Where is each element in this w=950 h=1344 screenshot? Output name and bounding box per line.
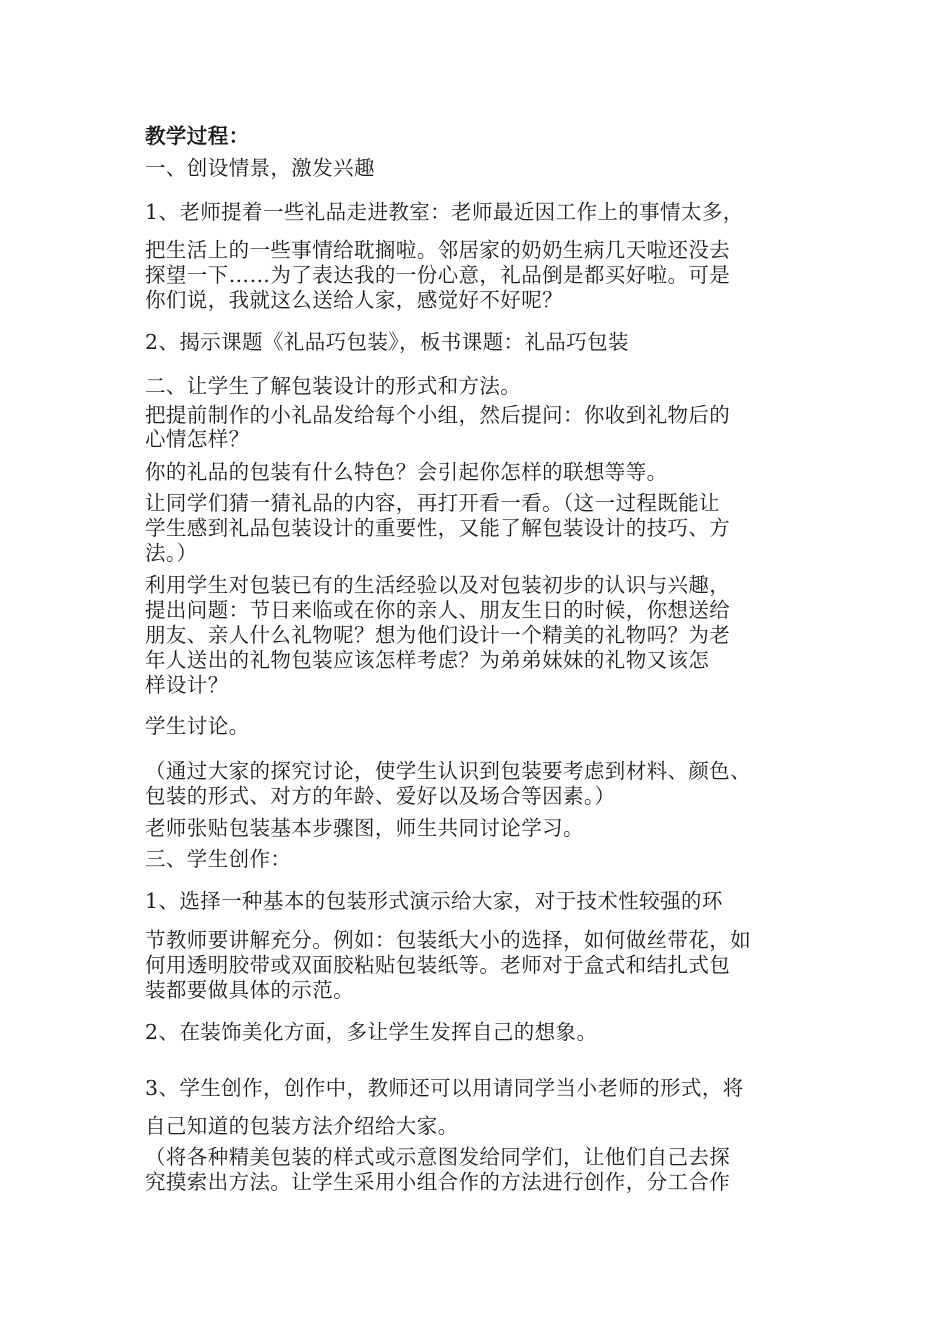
paragraph-line: 何用透明胶带或双面胶粘贴包装纸等。老师对于盒式和结扎式包 (145, 953, 731, 977)
paragraph-line: 装都要做具体的示范。 (145, 978, 354, 1002)
paragraph-line: 把生活上的一些事情给耽搁啦。邻居家的奶奶生病几天啦还没去 (145, 238, 731, 262)
paragraph-line: 法。） (145, 541, 198, 565)
paragraph-line: 学生讨论。 (145, 714, 250, 738)
section-heading: 教学过程： (145, 124, 250, 148)
paragraph-line: 三、学生创作： (145, 847, 292, 871)
paragraph-line: 样设计？ (145, 673, 229, 697)
paragraph-line: （通过大家的探究讨论，使学生认识到包装要考虑到材料、颜色、 (145, 759, 752, 783)
paragraph-line: 朋友、亲人什么礼物呢？想为他们设计一个精美的礼物吗？为老 (145, 623, 731, 647)
paragraph-line: 2、在装饰美化方面，多让学生发挥自己的想象。 (145, 1020, 598, 1044)
paragraph-line: （将各种精美包装的样式或示意图发给同学们，让他们自己去探 (145, 1145, 731, 1169)
paragraph-line: 心情怎样？ (145, 427, 250, 451)
paragraph-line: 让同学们猜一猜礼品的内容，再打开看一看。（这一过程既能让 (145, 491, 720, 515)
paragraph-line: 探望一下……为了表达我的一份心意，礼品倒是都买好啦。可是 (145, 263, 731, 287)
paragraph-line: 你们说，我就这么送给人家，感觉好不好呢？ (145, 288, 563, 312)
paragraph-line: 究摸索出方法。让学生采用小组合作的方法进行创作，分工合作 (145, 1170, 731, 1194)
paragraph-line: 自己知道的包装方法介绍给大家。 (145, 1114, 459, 1138)
paragraph-line: 1、老师提着一些礼品走进教室：老师最近因工作上的事情太多， (145, 200, 744, 224)
paragraph-line: 包装的形式、对方的年龄、爱好以及场合等因素。） (145, 784, 616, 808)
paragraph-line: 一、创设情景，激发兴趣 (145, 156, 375, 180)
paragraph-line: 1、选择一种基本的包装形式演示给大家，对于技术性较强的环 (145, 889, 723, 913)
paragraph-line: 二、让学生了解包装设计的形式和方法。 (145, 374, 522, 398)
paragraph-line: 老师张贴包装基本步骤图，师生共同讨论学习。 (145, 816, 584, 840)
paragraph-line: 节教师要讲解充分。例如：包装纸大小的选择，如何做丝带花，如 (145, 928, 752, 952)
paragraph-line: 提出问题：节日来临或在你的亲人、朋友生日的时候，你想送给 (145, 598, 731, 622)
paragraph-line: 把提前制作的小礼品发给每个小组，然后提问：你收到礼物后的 (145, 403, 731, 427)
paragraph-line: 3、学生创作，创作中，教师还可以用请同学当小老师的形式，将 (145, 1076, 744, 1100)
paragraph-line: 2、揭示课题《礼品巧包装》，板书课题：礼品巧包装 (145, 330, 629, 354)
paragraph-line: 年人送出的礼物包装应该怎样考虑？为弟弟妹妹的礼物又该怎 (145, 648, 710, 672)
paragraph-line: 学生感到礼品包装设计的重要性，又能了解包装设计的技巧、方 (145, 516, 731, 540)
paragraph-line: 利用学生对包装已有的生活经验以及对包装初步的认识与兴趣， (145, 573, 731, 597)
paragraph-line: 你的礼品的包装有什么特色？会引起你怎样的联想等等。 (145, 460, 668, 484)
